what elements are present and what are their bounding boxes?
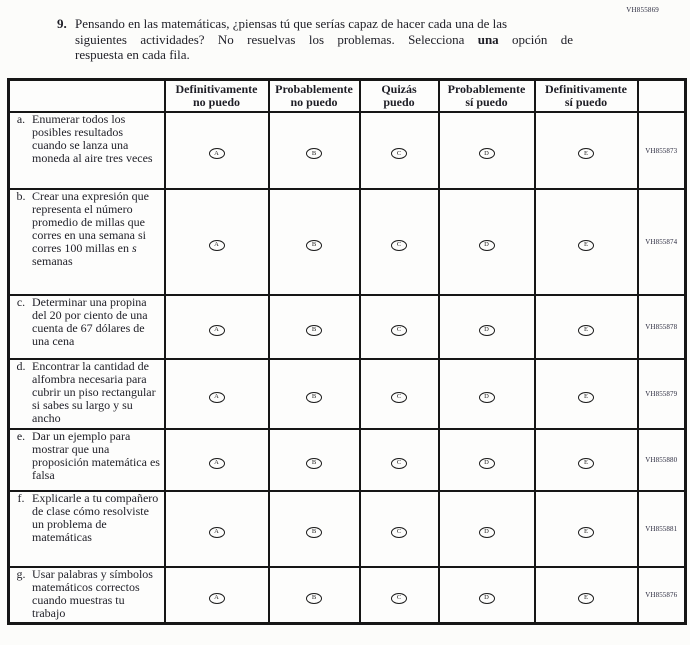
bubble-letter: C xyxy=(396,459,402,466)
activity-cell xyxy=(9,295,165,359)
question-line-2-bold: una xyxy=(477,31,499,47)
header-line-1: Quizás xyxy=(381,81,417,96)
form-code-top: VH855869 xyxy=(626,6,659,14)
bubble-letter: A xyxy=(214,459,219,466)
activity-cell xyxy=(9,491,165,567)
header-line-2: no puedo xyxy=(290,95,338,109)
activity-text xyxy=(32,430,160,482)
header-probablemente-si-puedo xyxy=(439,80,535,113)
bubble-letter: B xyxy=(311,459,317,466)
table-row xyxy=(9,567,686,623)
answer-bubble-a[interactable] xyxy=(209,148,225,159)
option-cell xyxy=(535,112,638,189)
bubble-letter: C xyxy=(396,593,402,601)
answer-bubble-a[interactable] xyxy=(209,240,225,251)
answer-bubble-d[interactable] xyxy=(479,240,495,251)
bubble-letter: D xyxy=(484,459,489,466)
row-letter: g. xyxy=(16,567,26,581)
header-line-2: no puedo xyxy=(192,95,241,109)
activity-inner xyxy=(10,113,164,165)
activity-cell xyxy=(9,359,165,429)
question-line-2-post: opción de xyxy=(512,31,574,47)
option-cell xyxy=(439,189,535,295)
bubble-letter: B xyxy=(311,393,317,400)
answer-bubble-e[interactable] xyxy=(578,148,594,159)
header-definitivamente-no-puedo xyxy=(165,80,269,113)
answer-bubble-b[interactable] xyxy=(306,593,322,604)
header-code-empty xyxy=(638,80,686,113)
activity-cell xyxy=(9,429,165,491)
bubble-letter: C xyxy=(396,393,402,400)
header-definitivamente-si-puedo xyxy=(535,80,638,113)
answer-bubble-b[interactable] xyxy=(306,458,322,469)
bubble-letter: A xyxy=(214,593,219,601)
option-cell xyxy=(269,359,360,429)
header-line-2: puedo xyxy=(383,95,415,109)
row-letter: c. xyxy=(16,295,26,309)
bubble-letter: B xyxy=(311,593,317,601)
answer-bubble-d[interactable] xyxy=(479,392,495,403)
bubble-letter: B xyxy=(311,241,317,248)
activity-cell xyxy=(9,567,165,623)
option-cell xyxy=(269,295,360,359)
bubble-letter: E xyxy=(584,393,588,400)
answer-bubble-a[interactable] xyxy=(209,593,225,604)
bubble-letter: B xyxy=(311,149,317,157)
answer-bubble-a[interactable] xyxy=(209,325,225,336)
option-cell xyxy=(535,429,638,491)
option-cell xyxy=(269,429,360,491)
option-cell xyxy=(165,112,269,189)
bubble-letter: D xyxy=(484,326,489,333)
answer-bubble-c[interactable] xyxy=(391,240,407,251)
activity-text-segment: Explicarle a tu compañero de clase cómo resolviste un problema de matemáticas xyxy=(32,491,159,544)
header-activity-empty xyxy=(9,80,165,113)
answer-bubble-e[interactable] xyxy=(578,325,594,336)
answer-bubble-d[interactable] xyxy=(479,527,495,538)
activity-text xyxy=(32,296,160,348)
bubble-letter: B xyxy=(311,326,317,333)
activity-text-segment: Encontrar la cantidad de alfombra necesaria para cubrir un piso rectangular si sabes su largo y su ancho xyxy=(32,359,156,425)
answer-bubble-a[interactable] xyxy=(209,458,225,469)
bubble-letter: A xyxy=(214,393,219,400)
header-line-1: Probablemente xyxy=(275,81,353,96)
answer-bubble-c[interactable] xyxy=(391,392,407,403)
option-cell xyxy=(165,491,269,567)
activity-inner xyxy=(10,190,164,268)
question-block xyxy=(57,16,573,63)
option-cell xyxy=(360,491,439,567)
option-cell xyxy=(269,491,360,567)
answer-bubble-b[interactable] xyxy=(306,240,322,251)
answer-bubble-e[interactable] xyxy=(578,458,594,469)
activity-text xyxy=(32,568,160,620)
answer-bubble-b[interactable] xyxy=(306,527,322,538)
option-cell xyxy=(535,567,638,623)
activity-text xyxy=(32,492,160,544)
bubble-letter: A xyxy=(214,326,219,333)
answer-bubble-e[interactable] xyxy=(578,240,594,251)
bubble-letter: C xyxy=(396,241,402,248)
bubble-letter: D xyxy=(484,528,489,535)
bubble-letter: E xyxy=(584,459,588,466)
header-line-2: sí puedo xyxy=(564,95,608,109)
activity-inner xyxy=(10,492,164,544)
answer-bubble-a[interactable] xyxy=(209,392,225,403)
row-code: VH855876 xyxy=(638,567,686,623)
bubble-letter: D xyxy=(484,149,489,157)
answer-bubble-a[interactable] xyxy=(209,527,225,538)
bubble-letter: C xyxy=(396,326,402,333)
answer-bubble-b[interactable] xyxy=(306,392,322,403)
header-row xyxy=(9,80,686,113)
answer-bubble-d[interactable] xyxy=(479,593,495,604)
bubble-letter: D xyxy=(484,593,489,601)
option-cell xyxy=(439,491,535,567)
answer-bubble-c[interactable] xyxy=(391,458,407,469)
option-cell xyxy=(165,359,269,429)
option-cell xyxy=(535,491,638,567)
option-cell xyxy=(535,359,638,429)
header-line-1: Probablemente xyxy=(447,81,526,96)
option-cell xyxy=(360,295,439,359)
bubble-letter: D xyxy=(484,241,489,248)
option-cell xyxy=(165,295,269,359)
activity-text-segment: Determinar una propina del 20 por ciento de una cuenta de 67 dólares de una cena xyxy=(32,295,148,348)
answer-bubble-d[interactable] xyxy=(479,325,495,336)
row-code: VH855873 xyxy=(638,112,686,189)
activity-inner xyxy=(10,296,164,348)
option-cell xyxy=(165,429,269,491)
table-row xyxy=(9,429,686,491)
row-letter: a. xyxy=(16,112,26,126)
option-cell xyxy=(269,189,360,295)
activity-text xyxy=(32,113,160,165)
answer-bubble-e[interactable] xyxy=(578,593,594,604)
question-text xyxy=(75,16,573,63)
option-cell xyxy=(439,429,535,491)
row-letter: f. xyxy=(17,491,25,505)
activity-text-segment: Crear una expresión que representa el número promedio de millas que corres en una semana si corres 100 millas en xyxy=(32,189,149,255)
row-code: VH855879 xyxy=(638,359,686,429)
row-letter: e. xyxy=(16,429,26,443)
table-row xyxy=(9,295,686,359)
bubble-letter: D xyxy=(484,393,489,400)
question-line-1: Pensando en las matemáticas, ¿piensas tú que serías capaz de hacer cada una de las xyxy=(75,16,508,31)
header-probablemente-no-puedo xyxy=(269,80,360,113)
bubble-letter: A xyxy=(214,241,219,248)
option-cell xyxy=(535,189,638,295)
bubble-letter: E xyxy=(584,149,588,157)
bubble-letter: C xyxy=(396,149,402,157)
activity-text xyxy=(32,360,160,425)
bubble-letter: A xyxy=(214,528,219,535)
header-line-2: sí puedo xyxy=(465,95,508,109)
option-cell xyxy=(439,295,535,359)
header-line-1: Definitivamente xyxy=(175,81,258,96)
answer-bubble-c[interactable] xyxy=(391,148,407,159)
answer-bubble-d[interactable] xyxy=(479,458,495,469)
question-number: 9. xyxy=(57,16,67,31)
option-cell xyxy=(439,112,535,189)
activity-inner xyxy=(10,360,164,425)
activity-text-segment: semanas xyxy=(32,254,73,268)
bubble-letter: E xyxy=(584,241,588,248)
option-cell xyxy=(165,567,269,623)
activity-text-segment: Dar un ejemplo para mostrar que una proposición matemática es falsa xyxy=(32,429,160,482)
activity-cell xyxy=(9,189,165,295)
response-matrix-table xyxy=(7,78,687,625)
activity-text xyxy=(32,190,160,268)
activity-inner xyxy=(10,430,164,482)
option-cell xyxy=(165,189,269,295)
bubble-letter: E xyxy=(584,528,588,535)
table-row xyxy=(9,189,686,295)
activity-inner xyxy=(10,568,164,620)
option-cell xyxy=(535,295,638,359)
question-line-2-pre: siguientes actividades? No resuelvas los problemas. Selecciona xyxy=(75,31,465,47)
answer-bubble-b[interactable] xyxy=(306,325,322,336)
activity-cell xyxy=(9,112,165,189)
option-cell xyxy=(360,112,439,189)
row-code: VH855874 xyxy=(638,189,686,295)
table-row xyxy=(9,491,686,567)
activity-text-segment: Enumerar todos los posibles resultados cuando se lanza una moneda al aire tres veces xyxy=(32,112,153,165)
header-quizas-puedo xyxy=(360,80,439,113)
row-letter: d. xyxy=(16,359,26,373)
option-cell xyxy=(360,359,439,429)
answer-bubble-e[interactable] xyxy=(578,392,594,403)
option-cell xyxy=(360,567,439,623)
bubble-letter: B xyxy=(311,528,317,535)
answer-bubble-e[interactable] xyxy=(578,527,594,538)
question-line-2 xyxy=(75,32,573,48)
option-cell xyxy=(360,189,439,295)
answer-bubble-c[interactable] xyxy=(391,593,407,604)
bubble-letter: A xyxy=(214,149,219,157)
activity-text-segment: s xyxy=(131,241,137,255)
bubble-letter: C xyxy=(396,528,402,535)
table-row xyxy=(9,112,686,189)
option-cell xyxy=(269,567,360,623)
activity-text-segment: Usar palabras y símbolos matemáticos correctos cuando muestras tu trabajo xyxy=(32,567,153,620)
table-body xyxy=(9,112,686,623)
bubble-letter: E xyxy=(584,593,588,601)
row-letter: b. xyxy=(16,189,26,203)
row-code: VH855880 xyxy=(638,429,686,491)
answer-bubble-c[interactable] xyxy=(391,527,407,538)
table-row xyxy=(9,359,686,429)
question-line-3: respuesta en cada fila. xyxy=(75,47,190,62)
row-code: VH855881 xyxy=(638,491,686,567)
option-cell xyxy=(439,567,535,623)
answer-bubble-c[interactable] xyxy=(391,325,407,336)
answer-bubble-d[interactable] xyxy=(479,148,495,159)
option-cell xyxy=(360,429,439,491)
option-cell xyxy=(439,359,535,429)
option-cell xyxy=(269,112,360,189)
answer-bubble-b[interactable] xyxy=(306,148,322,159)
header-line-1: Definitivamente xyxy=(545,81,627,96)
row-code: VH855878 xyxy=(638,295,686,359)
bubble-letter: E xyxy=(584,326,588,333)
